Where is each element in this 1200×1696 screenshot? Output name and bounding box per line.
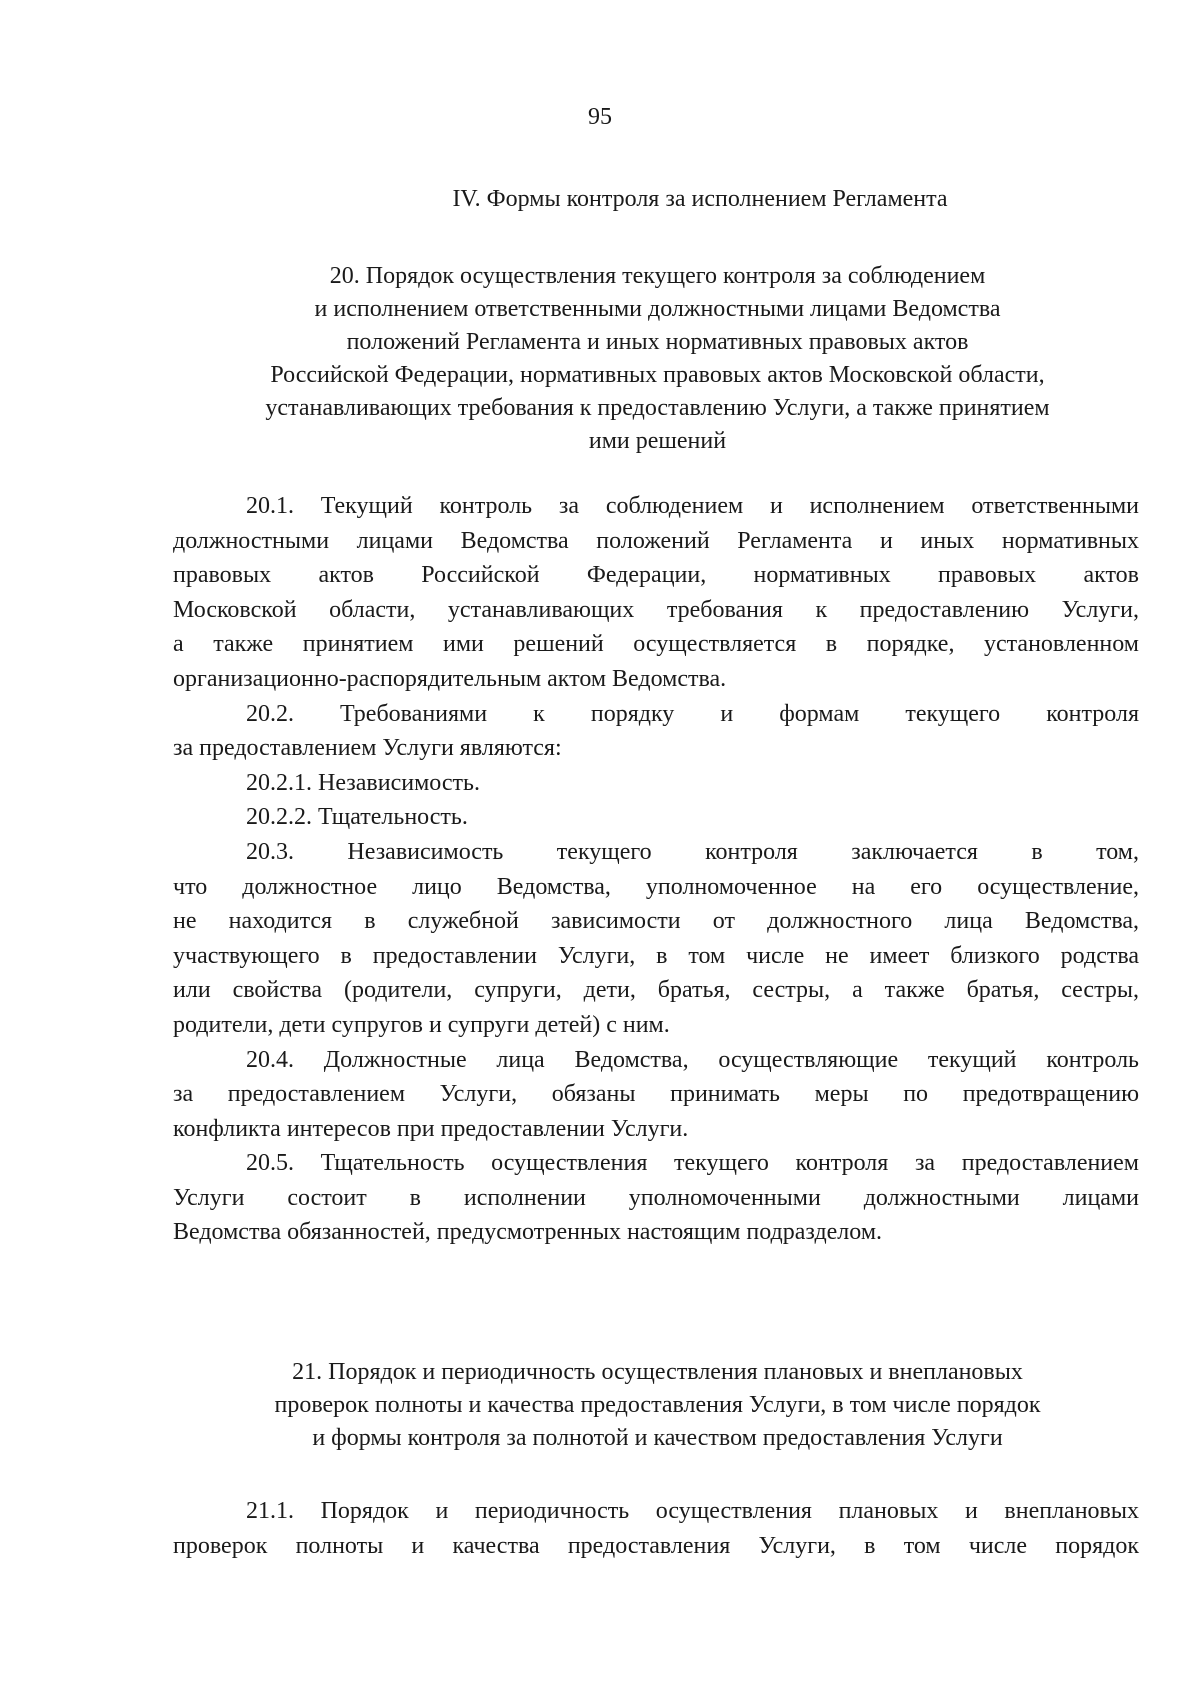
heading-line: положений Регламента и иных нормативных правовых актов [346, 329, 969, 355]
text-line: должностными лицами Ведомства положений Регламента и иных нормативных [173, 527, 1139, 554]
text-line: участвующего в предоставлении Услуги, в том числе не имеет близкого родства [173, 942, 1139, 969]
heading-line: и исполнением ответственными должностными лицами Ведомства [314, 296, 1001, 322]
subsection-heading-21 [170, 1356, 1145, 1455]
text-line: или свойства (родители, супруги, дети, братья, сестры, а также братья, сестры, [173, 977, 1139, 1004]
text-line: Ведомства обязанностей, предусмотренных настоящим подразделом. [173, 1219, 883, 1246]
paragraph-20-2-1 [173, 766, 1139, 801]
paragraph-20-3 [173, 835, 1139, 1043]
heading-line: проверок полноты и качества предоставления Услуги, в том числе порядок [274, 1392, 1041, 1418]
text-line: что должностное лицо Ведомства, уполномоченное на его осуществление, [173, 873, 1139, 900]
text-line: 20.2.2. Тщательность. [246, 804, 468, 831]
text-line: 20.3. Независимость текущего контроля заключается в том, [246, 838, 1139, 865]
text-line: Московской области, устанавливающих требования к предоставлению Услуги, [173, 596, 1139, 623]
paragraph-21-1 [173, 1494, 1139, 1563]
text-line: а также принятием ими решений осуществляется в порядке, установленном [173, 631, 1139, 658]
paragraph-20-2 [173, 697, 1139, 766]
text-line: 20.2. Требованиями к порядку и формам текущего контроля [246, 700, 1139, 727]
text-line: 20.2.1. Независимость. [246, 769, 480, 796]
paragraph-20-4 [173, 1043, 1139, 1147]
heading-line: ими решений [588, 428, 727, 454]
subsection-heading-20 [170, 260, 1145, 458]
heading-line: Российской Федерации, нормативных правовых актов Московской области, [270, 362, 1045, 388]
text-line: правовых актов Российской Федерации, нормативных правовых актов [173, 562, 1139, 589]
heading-line: устанавливающих требования к предоставлению Услуги, а также принятием [265, 395, 1050, 421]
text-line: за предоставлением Услуги являются: [173, 735, 562, 762]
text-line: 20.4. Должностные лица Ведомства, осуществляющие текущий контроль [246, 1046, 1139, 1073]
heading-line: и формы контроля за полнотой и качеством предоставления Услуги [312, 1425, 1003, 1451]
text-line: за предоставлением Услуги, обязаны принимать меры по предотвращению [173, 1081, 1139, 1108]
section-20-body [173, 489, 1139, 1250]
text-line: родители, дети супругов и супруги детей) с ним. [173, 1011, 670, 1038]
section-21-body [173, 1494, 1139, 1563]
text-line: конфликта интересов при предоставлении Услуги. [173, 1115, 689, 1142]
paragraph-20-2-2 [173, 800, 1139, 835]
text-line: проверок полноты и качества предоставления Услуги, в том числе порядок [173, 1532, 1139, 1559]
paragraph-20-1 [173, 489, 1139, 697]
heading-line: 20. Порядок осуществления текущего контроля за соблюдением [329, 263, 986, 289]
text-line: не находится в служебной зависимости от должностного лица Ведомства, [173, 908, 1139, 935]
text-line: организационно-распорядительным актом Ведомства. [173, 665, 727, 692]
text-line: Услуги состоит в исполнении уполномоченными должностными лицами [173, 1184, 1139, 1211]
text-line: 20.5. Тщательность осуществления текущего контроля за предоставлением [246, 1150, 1139, 1177]
paragraph-20-5 [173, 1146, 1139, 1250]
page-number: 95 [588, 104, 612, 130]
heading-line: 21. Порядок и периодичность осуществления плановых и внеплановых [292, 1359, 1023, 1385]
text-line: 20.1. Текущий контроль за соблюдением и исполнением ответственными [246, 493, 1139, 519]
text-line: 21.1. Порядок и периодичность осуществления плановых и внеплановых [246, 1498, 1139, 1524]
section-title: IV. Формы контроля за исполнением Регламента [452, 186, 948, 212]
